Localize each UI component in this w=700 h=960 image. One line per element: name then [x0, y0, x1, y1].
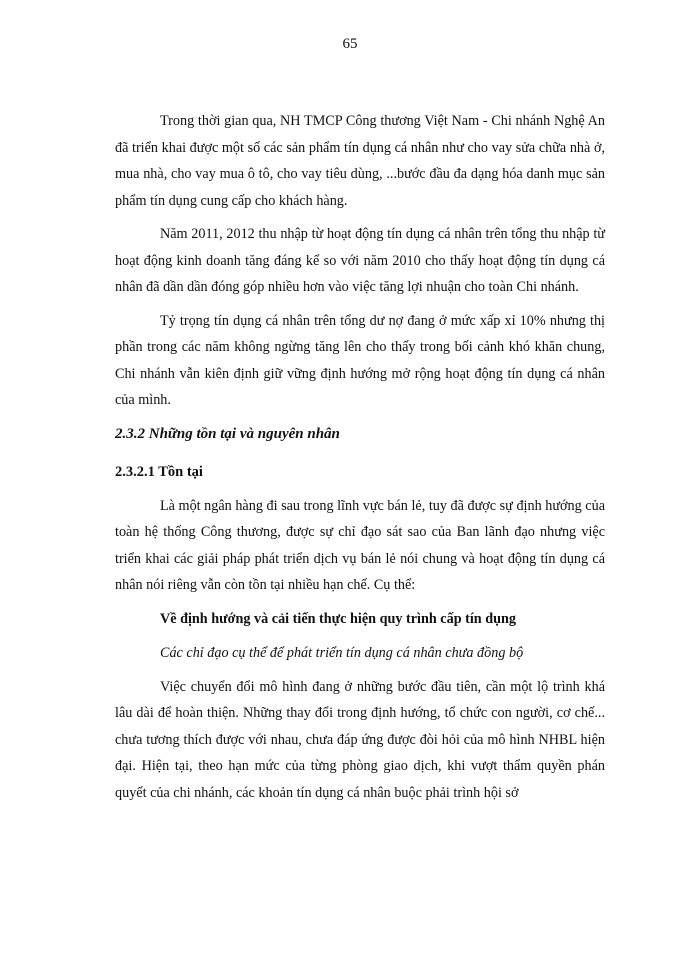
- section-heading: 2.3.2 Những tồn tại và nguyên nhân: [115, 425, 340, 442]
- italic-heading: Các chỉ đạo cụ thể để phát triển tín dụng cá nhân chưa đồng bộ: [160, 644, 524, 661]
- paragraph-intro-3: Tỷ trọng tín dụng cá nhân trên tổng dư nợ đang ở mức xấp xỉ 10% nhưng thị phần trong các năm không ngừng tăng lên cho thấy trong bối cảnh khó khăn chung, Chi nhánh vẫn kiên định giữ vững định hướng mở rộng hoạt động tín dụng cá nhân của mình.: [115, 312, 605, 408]
- bold-heading: Về định hướng và cải tiến thực hiện quy trình cấp tín dụng: [160, 610, 517, 627]
- paragraph-intro-2: Năm 2011, 2012 thu nhập từ hoạt động tín dụng cá nhân trên tổng thu nhập từ hoạt động kinh doanh tăng đáng kể so với năm 2010 cho thấy hoạt động tín dụng cá nhân đã dần dần đóng góp nhiều hơn vào việc tăng lợi nhuận cho toàn Chi nhánh.: [115, 226, 605, 295]
- document-body: [115, 108, 605, 806]
- paragraph-intro-1: Trong thời gian qua, NH TMCP Công thương Việt Nam - Chi nhánh Nghệ An đã triển khai được một số các sản phẩm tín dụng cá nhân như cho vay sửa chữa nhà ở, mua nhà, cho vay mua ô tô, cho vay tiêu dùng, ...bước đầu đa dạng hóa danh mục sản phẩm tín dụng cung cấp cho khách hàng.: [115, 113, 605, 209]
- subsection-heading: 2.3.2.1 Tồn tại: [115, 463, 203, 480]
- paragraph-last: Việc chuyển đổi mô hình đang ở những bước đầu tiên, cần một lộ trình khá lâu dài để hoàn thiện. Những thay đổi trong định hướng, tổ chức con người, cơ chế... chưa tương thích được với nhau, chưa đáp ứng được đòi hỏi của mô hình NHBL hiện đại. Hiện tại, theo hạn mức của từng phòng giao dịch, khi vượt thẩm quyền phán quyết của chi nhánh, các khoản tín dụng cá nhân buộc phải trình hội sở: [115, 678, 605, 801]
- page-number: 65: [342, 36, 358, 52]
- paragraph-tontai: Là một ngân hàng đi sau trong lĩnh vực bán lẻ, tuy đã được sự định hướng của toàn hệ thống Công thương, được sự chỉ đạo sát sao của Ban lãnh đạo nhưng việc triển khai các giải pháp phát triển dịch vụ bán lẻ nói chung và hoạt động tín dụng cá nhân nói riêng vẫn còn tồn tại nhiều hạn chế. Cụ thể:: [115, 497, 605, 593]
